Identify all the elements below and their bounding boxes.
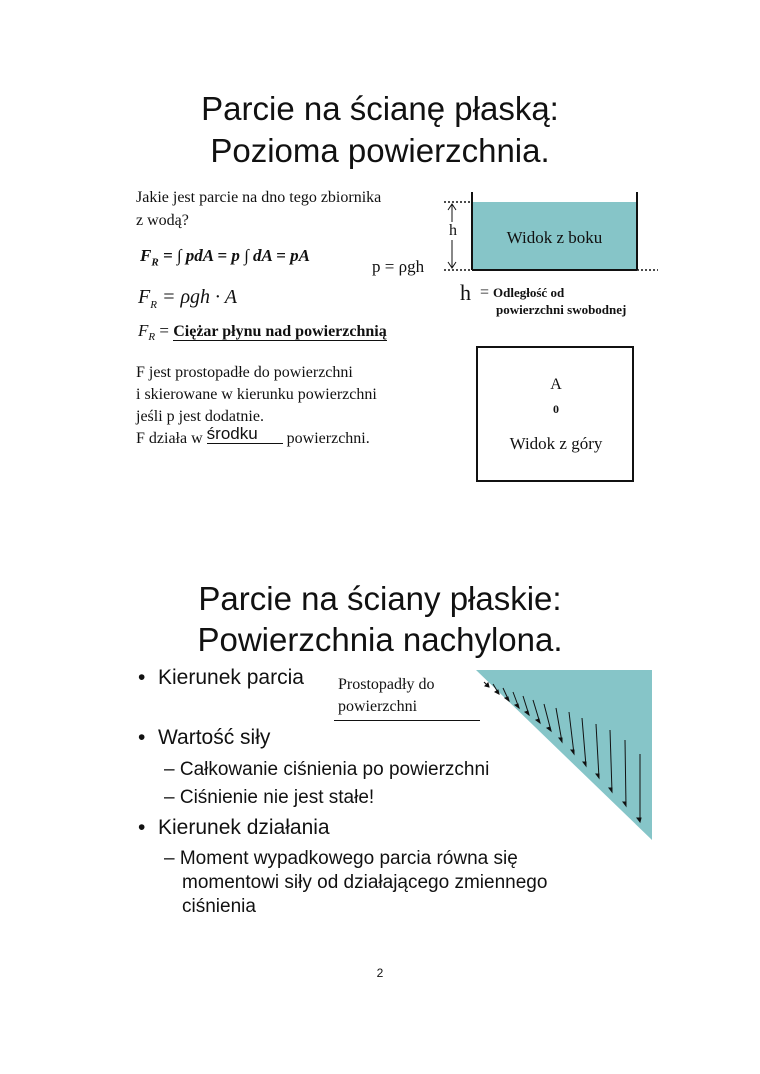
formula-3-f: F xyxy=(138,321,149,340)
formula-1-f: F xyxy=(140,246,152,265)
bullet-3-sub-1-line-1: – Moment wypadkowego parcia równa się xyxy=(164,848,518,869)
body-line-1: F jest prostopadłe do powierzchni xyxy=(136,364,353,381)
formula-integral xyxy=(140,246,310,268)
formula-2-rest: = ρgh · A xyxy=(156,286,237,308)
formula-2-f: F xyxy=(138,286,151,308)
formula-weight-text xyxy=(138,321,387,343)
bullet-1-text: Kierunek parcia xyxy=(158,666,304,689)
page-number: 2 xyxy=(376,966,384,980)
slide-1-title-line-2: Pozioma powierzchnia. xyxy=(210,132,550,169)
body-line-4 xyxy=(136,424,377,450)
formula-weight xyxy=(138,286,237,311)
formula-3-eq: = xyxy=(155,321,174,340)
fill-blank-center: środku xyxy=(207,425,283,444)
formula-1-sub: R xyxy=(151,256,159,269)
side-view-label: Widok z boku xyxy=(506,228,603,247)
answer-underline xyxy=(334,720,480,721)
bullet-2-sub-1: – Całkowanie ciśnienia po powierzchni xyxy=(164,759,490,780)
formula-3-text: Ciężar płynu nad powierzchnią xyxy=(173,323,387,340)
bullet-1-dot: • xyxy=(138,666,146,689)
bullet-2-text: Wartość siły xyxy=(158,726,271,749)
bullet-1-answer xyxy=(338,674,440,718)
h-desc-eq: = xyxy=(480,284,494,301)
body-line-2: i skierowane w kierunku powierzchni xyxy=(136,386,377,403)
inclined-wall-diagram xyxy=(470,664,660,846)
bullet-2-sub-2: – Ciśnienie nie jest stałe! xyxy=(164,787,375,808)
top-view-a-mark: 0 xyxy=(553,402,559,416)
bullet-2 xyxy=(138,726,270,750)
h-big: h xyxy=(460,280,471,305)
slide-2-title-line-2: Powierzchnia nachylona. xyxy=(197,621,563,658)
bullet-3-text: Kierunek działania xyxy=(158,816,330,839)
question-line-1: Jakie jest parcie na dno tego zbiornika xyxy=(136,189,382,206)
question-line-2: z wodą? xyxy=(136,212,189,229)
body-line-4-end: powierzchni. xyxy=(282,430,370,447)
top-view-a-label: A xyxy=(550,376,562,393)
formula-3-sub: R xyxy=(148,331,156,344)
bullet-1-answer-line-1: Prostopadły do xyxy=(338,676,435,693)
bullet-3-sub-1-line-2: momentowi siły od działającego zmiennego xyxy=(182,872,548,893)
h-desc-line-1: Odległość od xyxy=(493,285,565,300)
bullet-1-answer-line-2: powierzchni xyxy=(338,698,418,715)
formula-2-sub: R xyxy=(150,299,157,311)
question-text xyxy=(136,186,381,232)
top-view-label: Widok z góry xyxy=(509,434,603,453)
pressure-formula: p = ρgh xyxy=(372,257,425,276)
bullet-2-dot: • xyxy=(138,726,146,749)
h-label: h xyxy=(449,222,457,239)
bullet-1 xyxy=(138,666,304,690)
bullet-3-dot: • xyxy=(138,816,146,839)
h-description xyxy=(480,284,564,302)
h-desc-line-2: powierzchni swobodnej xyxy=(496,302,627,317)
slide-1-title-line-1: Parcie na ścianę płaską: xyxy=(201,90,559,127)
formula-1-rest: = ∫ pdA = p ∫ dA = pA xyxy=(158,246,310,265)
slide-2-title-line-1: Parcie na ściany płaskie: xyxy=(198,580,562,617)
body-line-3: jeśli p jest dodatnie. xyxy=(136,408,264,425)
bullet-3 xyxy=(138,816,330,840)
slide-1-body xyxy=(136,362,377,450)
bullet-3-sub-1-line-3: ciśnienia xyxy=(182,896,256,917)
body-line-4-start: F działa w xyxy=(136,430,207,447)
